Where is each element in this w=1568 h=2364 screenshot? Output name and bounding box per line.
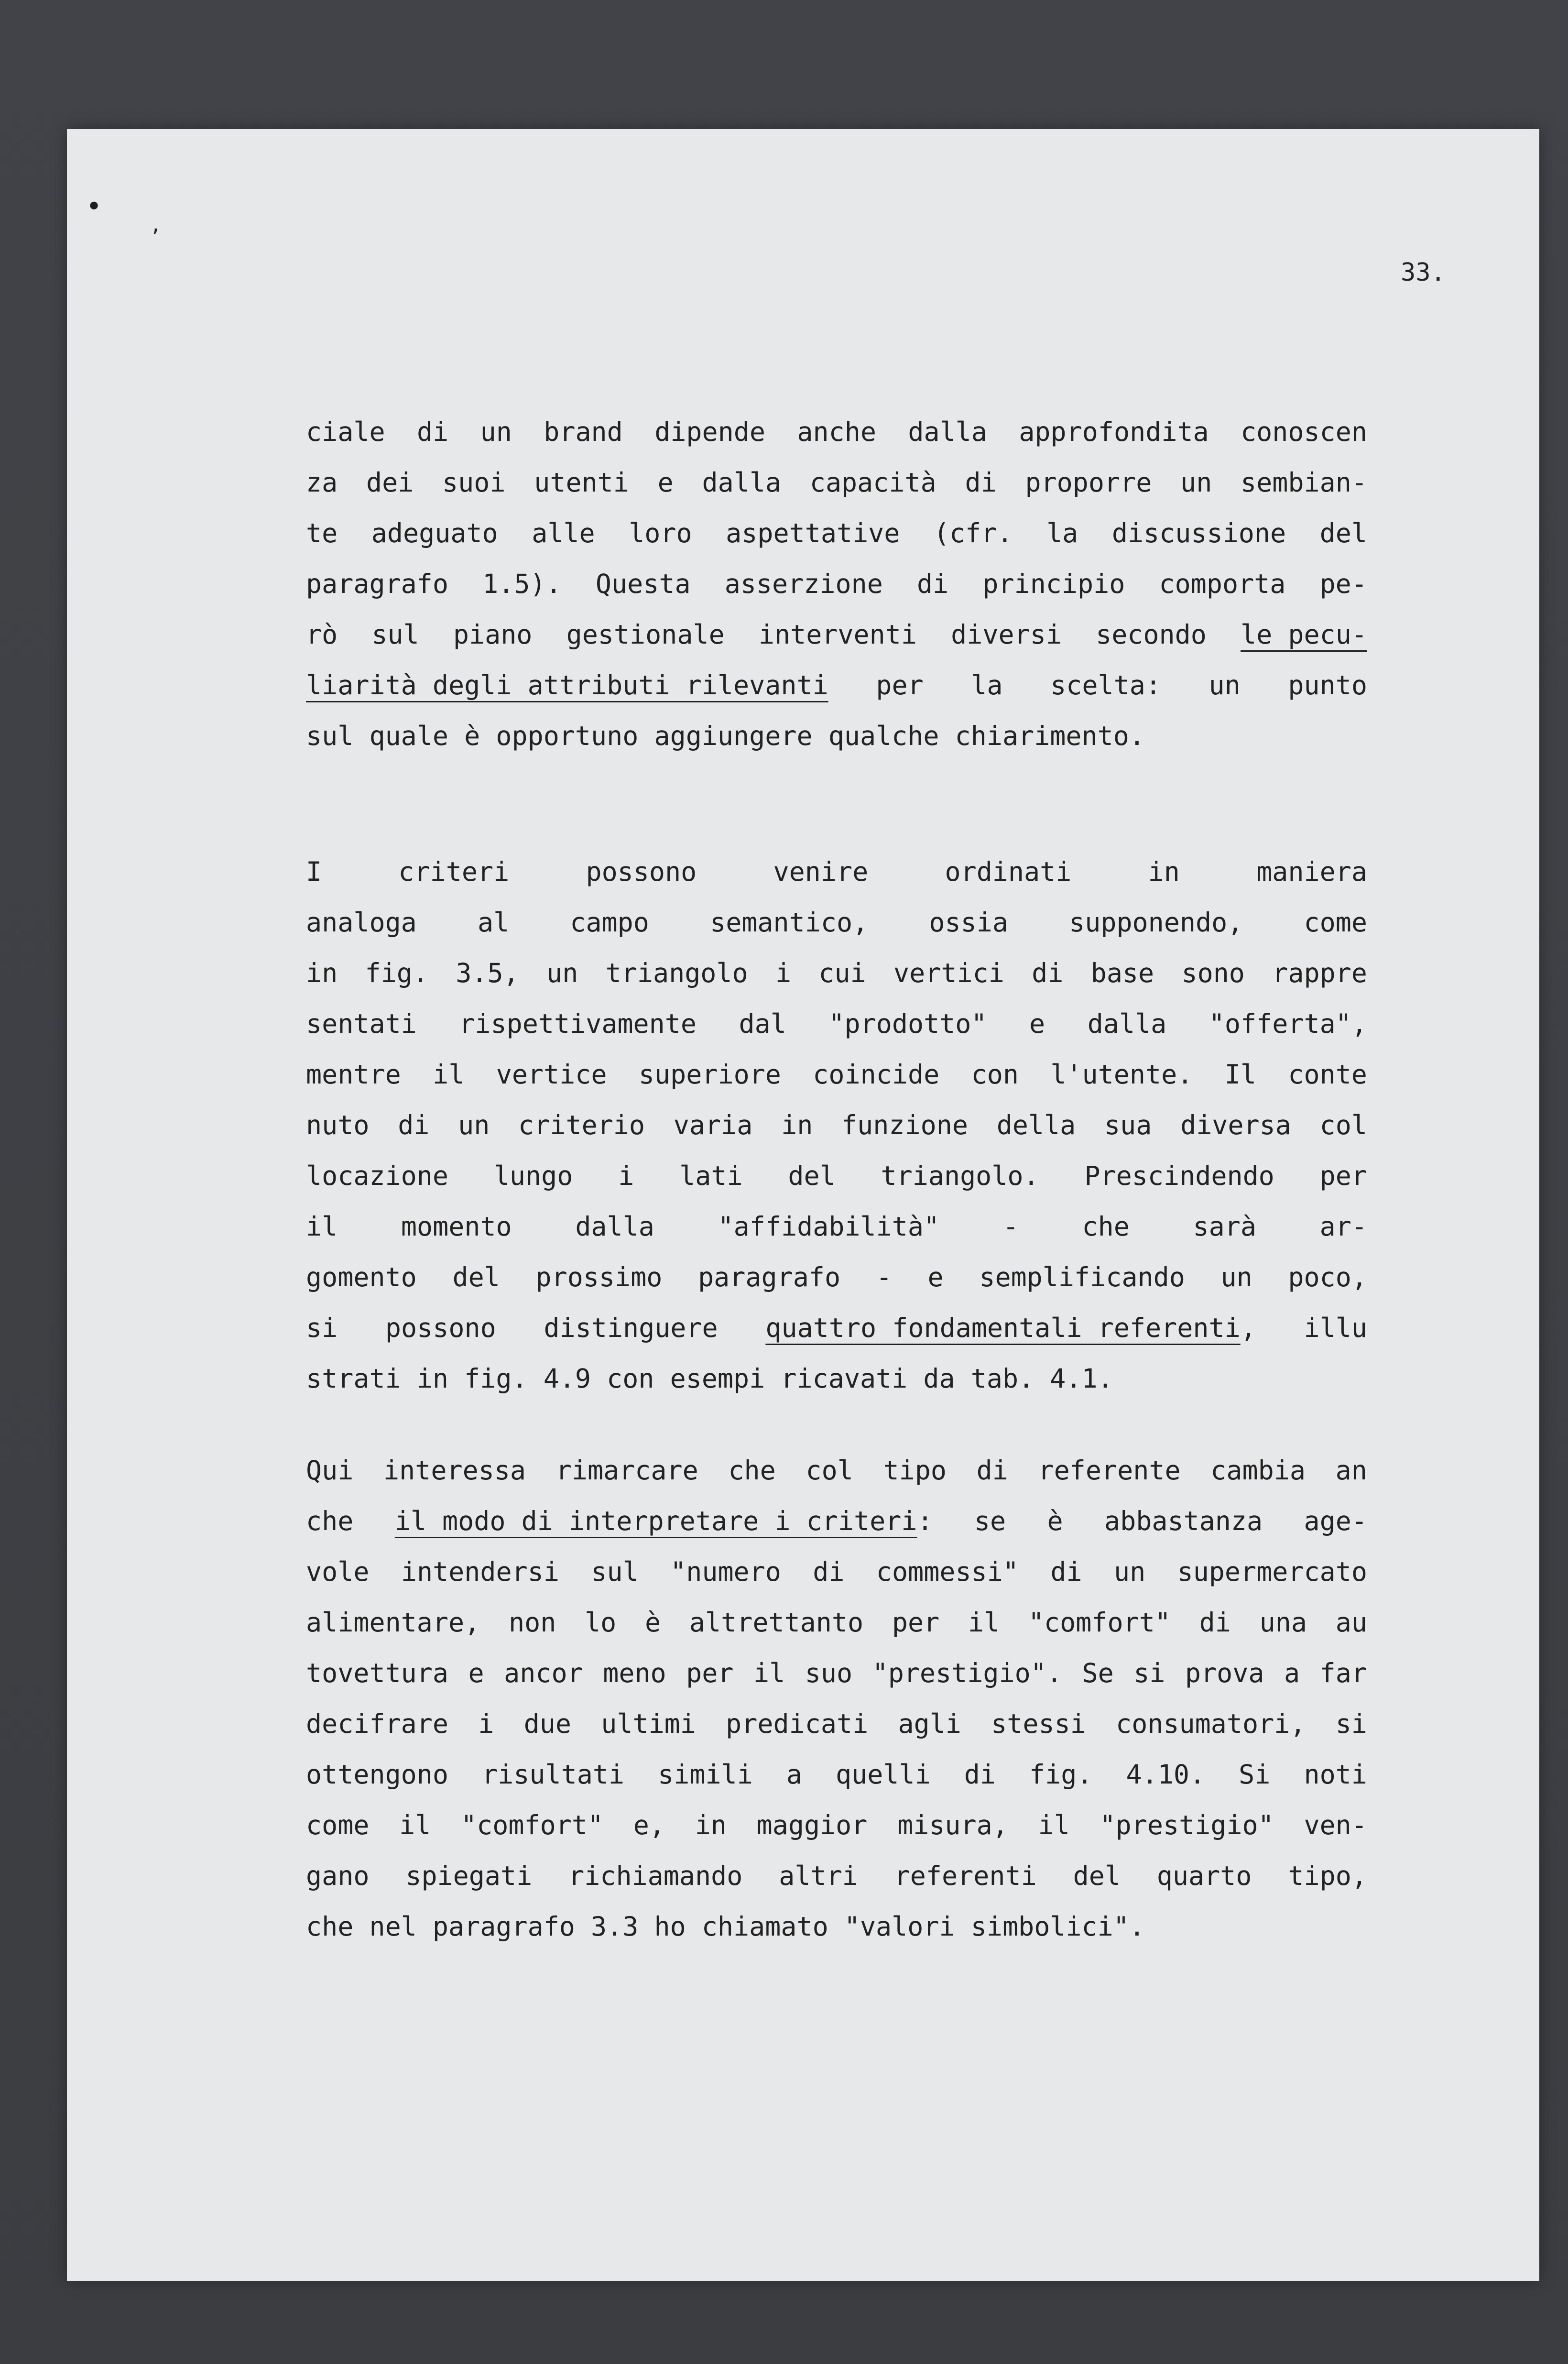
word: il <box>306 1211 338 1242</box>
word: del <box>1319 518 1367 548</box>
word: cambia <box>1210 1455 1306 1486</box>
word: la <box>971 670 1003 700</box>
word: (cfr. <box>933 518 1013 548</box>
word: "numero <box>670 1556 781 1587</box>
word: per <box>1319 1160 1367 1191</box>
word: i <box>618 1160 634 1191</box>
word: vole <box>306 1556 370 1587</box>
word: il <box>968 1607 1000 1638</box>
word: base <box>1090 958 1154 988</box>
word: l'utente. <box>1050 1059 1193 1090</box>
word: un <box>1220 1262 1252 1292</box>
word: i <box>775 958 792 988</box>
word: dal <box>739 1008 786 1039</box>
word: dalla <box>702 467 782 498</box>
text-line <box>306 1201 1367 1252</box>
word: in <box>306 958 338 988</box>
word: scelta: <box>1050 670 1161 700</box>
word: del <box>788 1160 836 1191</box>
paragraph-2 <box>306 846 1367 1404</box>
word: 1.5). <box>482 569 562 599</box>
word: locazione <box>306 1160 449 1191</box>
word: tipo <box>883 1455 947 1486</box>
word: dalla <box>575 1211 654 1242</box>
text-line <box>306 1445 1367 1496</box>
word: in <box>1148 856 1180 887</box>
word: paragrafo <box>698 1262 841 1292</box>
word: sul <box>371 619 419 650</box>
word: paragrafo <box>306 569 449 599</box>
word: di <box>965 467 997 498</box>
word: altri <box>779 1861 858 1891</box>
word: diversi <box>951 619 1062 650</box>
word: della <box>996 1110 1076 1140</box>
word: cui <box>818 958 866 988</box>
word: "affidabilità" <box>718 1211 940 1242</box>
word: I <box>306 856 322 887</box>
word: al <box>477 907 510 938</box>
word: per <box>686 1658 734 1688</box>
word: per <box>892 1607 940 1638</box>
word: rappre <box>1272 958 1367 988</box>
word: prova <box>1185 1658 1264 1688</box>
word: una <box>1259 1607 1307 1638</box>
word: criterio <box>518 1110 645 1140</box>
word: interventi <box>758 619 917 650</box>
line-text: sul quale è opportuno aggiungere qualche chiarimento. <box>306 721 1145 751</box>
word: i <box>478 1708 494 1739</box>
word: distinguere <box>544 1313 718 1343</box>
word: triangolo <box>605 958 748 988</box>
word: quarto <box>1156 1861 1252 1891</box>
word: un <box>458 1110 490 1140</box>
word: ottengono <box>306 1759 449 1790</box>
text-line <box>306 660 1367 711</box>
word: possono <box>586 856 697 887</box>
word: suo <box>805 1658 853 1688</box>
word: rimarcare <box>555 1455 698 1486</box>
word: predicati <box>726 1708 869 1739</box>
text-line <box>306 1496 1367 1546</box>
word: interessa <box>383 1455 526 1486</box>
word: consumatori, <box>1116 1708 1306 1739</box>
word: criteri <box>398 856 510 887</box>
word: come <box>306 1810 370 1840</box>
word: proporre <box>1025 467 1152 498</box>
word: un <box>480 416 512 447</box>
word: stessi <box>991 1708 1086 1739</box>
word: piano <box>453 619 533 650</box>
page-number: 33. <box>1401 258 1446 287</box>
word: di <box>916 569 949 599</box>
word: si <box>1335 1708 1367 1739</box>
word: au <box>1335 1607 1367 1638</box>
word: loro <box>629 518 692 548</box>
word: e, <box>633 1810 665 1840</box>
text-line <box>306 1597 1367 1648</box>
word: aspettative <box>726 518 900 548</box>
word: brand <box>544 416 623 447</box>
word: per <box>876 670 924 700</box>
word: di <box>1199 1607 1231 1638</box>
word: gano <box>306 1861 370 1891</box>
word: sarà <box>1193 1211 1256 1242</box>
word: sul <box>591 1556 639 1587</box>
word: sua <box>1104 1110 1152 1140</box>
word: semplificando <box>979 1262 1185 1292</box>
dot-mark: • <box>86 191 102 222</box>
word: dipende <box>654 416 765 447</box>
word: sembian- <box>1241 467 1367 498</box>
word: misura, <box>897 1810 1008 1840</box>
word: supponendo, <box>1069 907 1243 938</box>
word: venire <box>773 856 869 887</box>
word: con <box>971 1059 1019 1090</box>
word: ossia <box>929 907 1008 938</box>
text-line <box>306 1546 1367 1597</box>
word: il <box>753 1658 785 1688</box>
word: dalla <box>1087 1008 1167 1039</box>
word: rò <box>306 619 338 650</box>
word: secondo <box>1096 619 1207 650</box>
word: Il <box>1224 1059 1256 1090</box>
word: che <box>306 1506 354 1536</box>
word: diversa <box>1180 1110 1291 1140</box>
word: di <box>813 1556 845 1587</box>
word: comporta <box>1159 569 1286 599</box>
word: - <box>1002 1211 1019 1242</box>
word: e <box>657 467 674 498</box>
word: Qui <box>306 1455 354 1486</box>
underlined-phrase: le pecu- <box>1241 619 1367 650</box>
word: referenti <box>894 1861 1037 1891</box>
word: ancor <box>504 1658 583 1688</box>
word: conoscen <box>1241 416 1367 447</box>
word: il <box>1038 1810 1070 1840</box>
word: di <box>416 416 449 447</box>
word: la <box>1046 518 1078 548</box>
word: simili <box>658 1759 753 1790</box>
word: semantico, <box>710 907 869 938</box>
word: "prestigio" <box>1100 1810 1274 1840</box>
word: "prestigio". <box>872 1658 1062 1688</box>
word: sono <box>1181 958 1245 988</box>
word: conte <box>1288 1059 1367 1090</box>
text-line <box>306 1049 1367 1100</box>
text-line <box>306 846 1367 897</box>
text-line <box>306 1252 1367 1302</box>
word: illu <box>1304 1313 1367 1343</box>
text-line <box>306 1353 1367 1404</box>
word: ven- <box>1304 1810 1367 1840</box>
word: gestionale <box>566 619 725 650</box>
word: utenti <box>534 467 629 498</box>
word: principio <box>982 569 1125 599</box>
underlined-phrase: liarità degli attributi rilevanti <box>306 670 828 700</box>
word: abbastanza <box>1104 1506 1263 1536</box>
word: un <box>1209 670 1241 700</box>
word: lo <box>585 1607 617 1638</box>
text-line <box>306 897 1367 948</box>
word: referente <box>1038 1455 1181 1486</box>
word: pe- <box>1319 569 1367 599</box>
word: vertice <box>496 1059 607 1090</box>
underlined-phrase: il modo di interpretare i criteri <box>394 1506 917 1536</box>
word: tovettura <box>306 1658 449 1688</box>
word: lati <box>679 1160 743 1191</box>
word: un <box>546 958 578 988</box>
comma-mark: , <box>152 210 160 237</box>
word: e <box>468 1658 484 1688</box>
word: Se <box>1082 1658 1114 1688</box>
word: campo <box>570 907 649 938</box>
word: a <box>1284 1658 1300 1688</box>
underlined-phrase: quattro fondamentali referenti <box>765 1313 1241 1343</box>
word: age- <box>1304 1506 1367 1536</box>
word: che <box>1082 1211 1130 1242</box>
word: "comfort" <box>1028 1607 1171 1638</box>
text-line <box>306 457 1367 508</box>
word: in <box>695 1810 727 1840</box>
word: funzione <box>841 1110 968 1140</box>
word: un <box>1113 1556 1146 1587</box>
word: punto <box>1288 670 1367 700</box>
word: - <box>876 1262 892 1292</box>
word: discussione <box>1111 518 1286 548</box>
word: "offerta", <box>1209 1008 1367 1039</box>
word: ciale <box>306 416 385 447</box>
text-line <box>306 558 1367 609</box>
text-line <box>306 1800 1367 1850</box>
word: possono <box>385 1313 496 1343</box>
word: alle <box>532 518 595 548</box>
word: poco, <box>1288 1262 1367 1292</box>
word: vertici <box>893 958 1004 988</box>
word: 3.5, <box>456 958 519 988</box>
word: di <box>398 1110 430 1140</box>
text-line <box>306 508 1367 558</box>
word: ar- <box>1319 1211 1367 1242</box>
word: di <box>1050 1556 1082 1587</box>
word: fig. <box>365 958 428 988</box>
word: dei <box>366 467 414 498</box>
word: supermercato <box>1177 1556 1367 1587</box>
word: lungo <box>493 1160 573 1191</box>
word: ordinati <box>945 856 1072 887</box>
word: se <box>974 1506 1006 1536</box>
word: sentati <box>306 1008 417 1039</box>
word: col <box>806 1455 853 1486</box>
word: Questa <box>595 569 691 599</box>
word: a <box>786 1759 802 1790</box>
text-line <box>306 1749 1367 1800</box>
paragraph-3 <box>306 1445 1367 1952</box>
word: e <box>1029 1008 1045 1039</box>
word: mentre <box>306 1059 401 1090</box>
word: "comfort" <box>461 1810 604 1840</box>
word: un <box>1180 467 1212 498</box>
word: Prescindendo <box>1084 1160 1274 1191</box>
word: ultimi <box>601 1708 696 1739</box>
word: capacità <box>809 467 936 498</box>
word: commessi" <box>876 1556 1019 1587</box>
word: momento <box>401 1211 512 1242</box>
word: gomento <box>306 1262 417 1292</box>
line-text: strati in fig. 4.9 con esempi ricavati da tab. 4.1. <box>306 1363 1113 1394</box>
word: prossimo <box>535 1262 663 1292</box>
word: coincide <box>813 1059 940 1090</box>
text-line <box>306 1100 1367 1150</box>
word: noti <box>1304 1759 1367 1790</box>
word: far <box>1319 1658 1367 1688</box>
text-line <box>306 948 1367 998</box>
word: "prodotto" <box>828 1008 987 1039</box>
word: è <box>645 1607 661 1638</box>
word: anche <box>797 416 876 447</box>
word: approfondita <box>1019 416 1209 447</box>
word: fig. <box>1029 1759 1093 1790</box>
word: risultati <box>482 1759 625 1790</box>
word: come <box>1304 907 1367 938</box>
word: intendersi <box>401 1556 559 1587</box>
word: del <box>1073 1861 1121 1891</box>
word: in <box>781 1110 813 1140</box>
word: superiore <box>638 1059 781 1090</box>
word: maniera <box>1256 856 1367 887</box>
word: , <box>1240 1313 1256 1343</box>
word: non <box>508 1607 556 1638</box>
word: agli <box>898 1708 961 1739</box>
word: dalla <box>908 416 987 447</box>
word: an <box>1335 1455 1367 1486</box>
word: analoga <box>306 907 417 938</box>
text-line <box>306 406 1367 457</box>
word: due <box>523 1708 571 1739</box>
text-line <box>306 1698 1367 1749</box>
word: varia <box>673 1110 753 1140</box>
word: 4.10. <box>1126 1759 1206 1790</box>
word: triangolo. <box>881 1160 1039 1191</box>
word: si <box>306 1313 338 1343</box>
word: richiamando <box>568 1861 743 1891</box>
word: quelli <box>836 1759 931 1790</box>
word: decifrare <box>306 1708 449 1739</box>
word: altrettanto <box>689 1607 864 1638</box>
line-text: che nel paragrafo 3.3 ho chiamato "valori simbolici". <box>306 1911 1145 1942</box>
word: e <box>927 1262 944 1292</box>
word: adeguato <box>371 518 498 548</box>
word: te <box>306 518 338 548</box>
text-line <box>306 1850 1367 1901</box>
word: di <box>1032 958 1064 988</box>
text-line <box>306 1901 1367 1952</box>
word: di <box>976 1455 1008 1486</box>
word: maggior <box>756 1810 868 1840</box>
word: tipo, <box>1288 1861 1367 1891</box>
word: asserzione <box>724 569 883 599</box>
word: spiegati <box>405 1861 533 1891</box>
word: il <box>399 1810 431 1840</box>
word: alimentare, <box>306 1607 480 1638</box>
word: del <box>452 1262 500 1292</box>
word: meno <box>603 1658 666 1688</box>
word: suoi <box>442 467 506 498</box>
word: il <box>433 1059 465 1090</box>
text-line <box>306 1302 1367 1353</box>
word: col <box>1319 1110 1367 1140</box>
text-line <box>306 1150 1367 1201</box>
word: Si <box>1239 1759 1271 1790</box>
word: : <box>917 1506 933 1536</box>
word: di <box>964 1759 996 1790</box>
word: rispettivamente <box>459 1008 697 1039</box>
text-line <box>306 1648 1367 1698</box>
word: si <box>1133 1658 1165 1688</box>
text-line <box>306 998 1367 1049</box>
word: nuto <box>306 1110 370 1140</box>
word: za <box>306 467 338 498</box>
word: che <box>728 1455 776 1486</box>
text-line <box>306 609 1367 660</box>
word: è <box>1047 1506 1063 1536</box>
text-line <box>306 711 1367 761</box>
paragraph-1 <box>306 406 1367 761</box>
